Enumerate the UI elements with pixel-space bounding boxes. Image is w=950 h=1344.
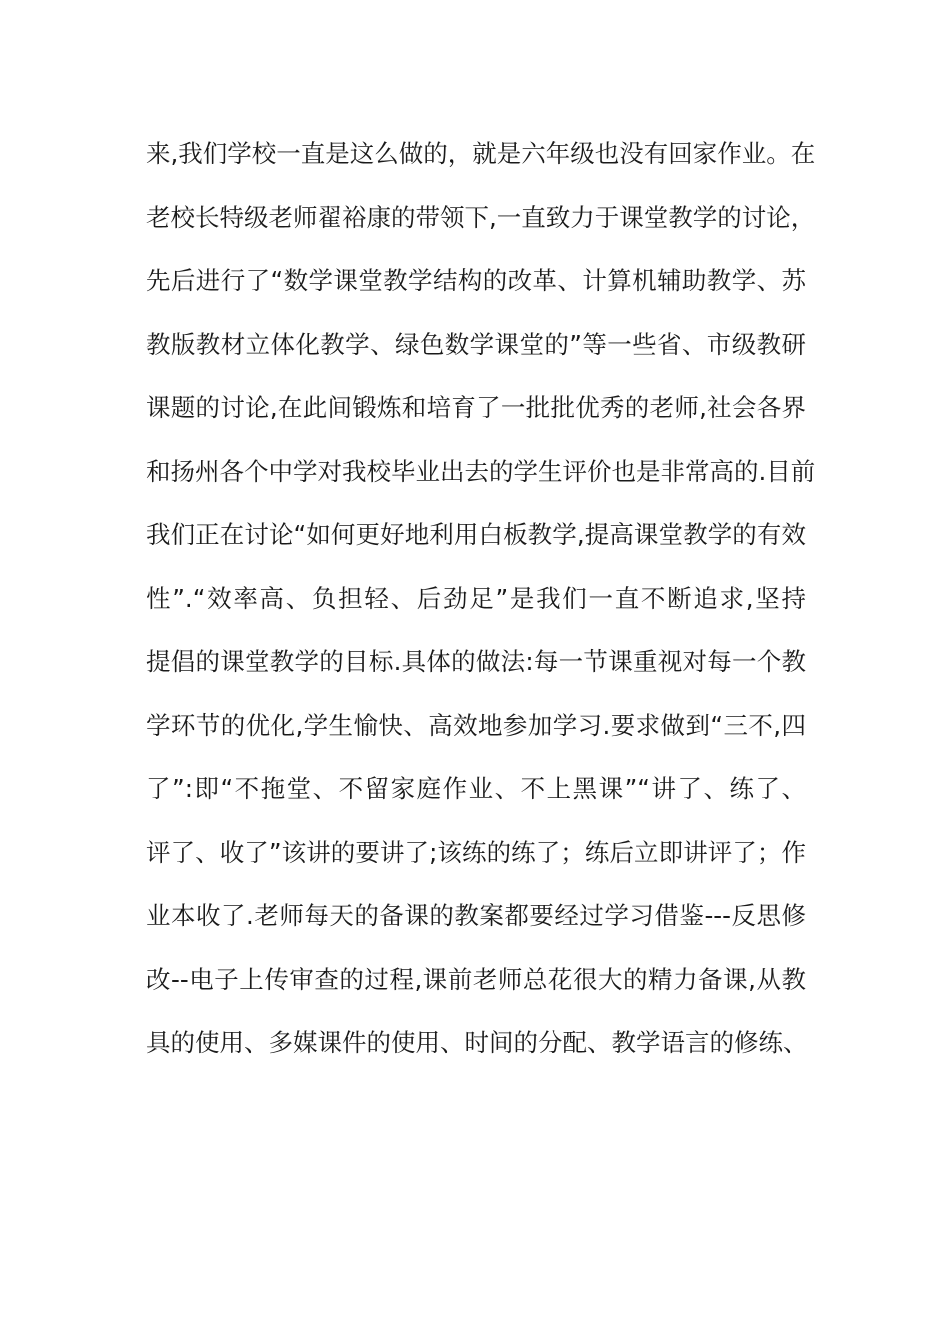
text-line: 了”:即“不拖堂、不留家庭作业、不上黑课”“讲了、练了、: [146, 774, 806, 803]
text-line: 改--电子上传审查的过程,课前老师总花很大的精力备课,从教: [146, 964, 806, 994]
text-line: 评了、收了”该讲的要讲了;该练的练了；练后立即讲评了；作: [146, 837, 806, 867]
text-line: 性”.“效率高、负担轻、后劲足”是我们一直不断追求,坚持: [146, 583, 806, 613]
text-line: 业本收了.老师每天的备课的教案都要经过学习借鉴---反思修: [146, 901, 806, 930]
text-line: 来,我们学校一直是这么做的，就是六年级也没有回家作业。在: [146, 139, 816, 168]
body-text: [146, 130, 816, 1083]
text-line: 教版教材立体化教学、绿色数学课堂的”等一些省、市级教研: [146, 329, 806, 359]
text-line: 先后进行了“数学课堂教学结构的改革、计算机辅助教学、苏: [146, 266, 806, 295]
text-line: 和扬州各个中学对我校毕业出去的学生评价也是非常高的.目前: [146, 456, 816, 486]
text-line: 学环节的优化,学生愉快、高效地参加学习.要求做到“三不,四: [146, 710, 806, 740]
text-line: 我们正在讨论“如何更好地利用白板教学,提高课堂教学的有效: [146, 520, 806, 549]
text-line: 提倡的课堂教学的目标.具体的做法:每一节课重视对每一个教: [146, 647, 806, 676]
text-line: 具的使用、多媒课件的使用、时间的分配、教学语言的修练、: [146, 1028, 808, 1057]
text-line: 课题的讨论,在此间锻炼和培育了一批批优秀的老师,社会各界: [146, 393, 806, 422]
text-line: 老校长特级老师翟裕康的带领下,一直致力于课堂教学的讨论，: [146, 202, 816, 232]
